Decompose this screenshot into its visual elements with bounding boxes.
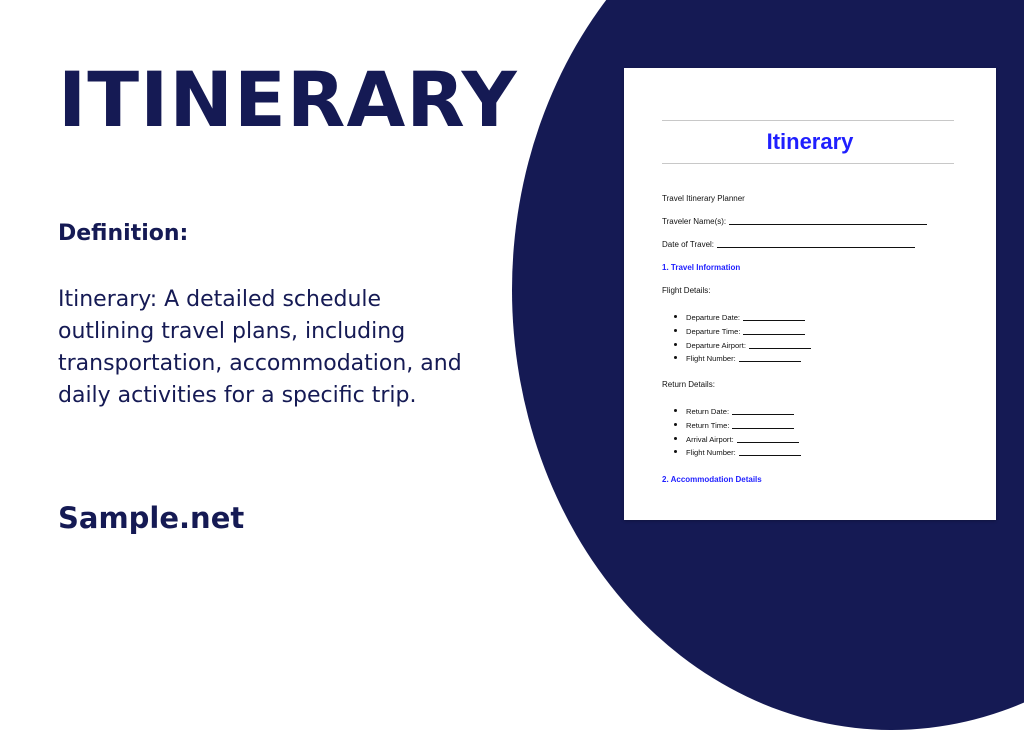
flight-details-label: Flight Details: bbox=[662, 286, 711, 295]
brand-name: Sample.net bbox=[58, 501, 245, 535]
title-divider bbox=[662, 163, 954, 164]
top-divider bbox=[662, 120, 954, 121]
list-item: Departure Time: bbox=[674, 327, 805, 336]
planner-title: Travel Itinerary Planner bbox=[662, 194, 745, 203]
list-item: Flight Number: bbox=[674, 354, 801, 363]
list-item: Flight Number: bbox=[674, 448, 801, 457]
definition-text: Itinerary: A detailed schedule outlining travel plans, including transportation, accommodation, and daily activities for a specific trip. bbox=[58, 287, 462, 408]
date-of-travel-field: Date of Travel: bbox=[662, 240, 915, 249]
list-item: Return Date: bbox=[674, 407, 794, 416]
list-item: Return Time: bbox=[674, 421, 794, 430]
list-item: Departure Date: bbox=[674, 313, 805, 322]
document-preview bbox=[624, 68, 996, 520]
traveler-name-field: Traveler Name(s): bbox=[662, 217, 927, 226]
list-item: Departure Airport: bbox=[674, 341, 811, 350]
section-accommodation-details: 2. Accommodation Details bbox=[662, 475, 762, 484]
section-travel-information: 1. Travel Information bbox=[662, 263, 741, 272]
page-title: ITINERARY bbox=[58, 55, 518, 144]
definition-heading: Definition: bbox=[58, 221, 189, 246]
return-details-label: Return Details: bbox=[662, 380, 715, 389]
document-title: Itinerary bbox=[766, 129, 854, 154]
list-item: Arrival Airport: bbox=[674, 435, 799, 444]
